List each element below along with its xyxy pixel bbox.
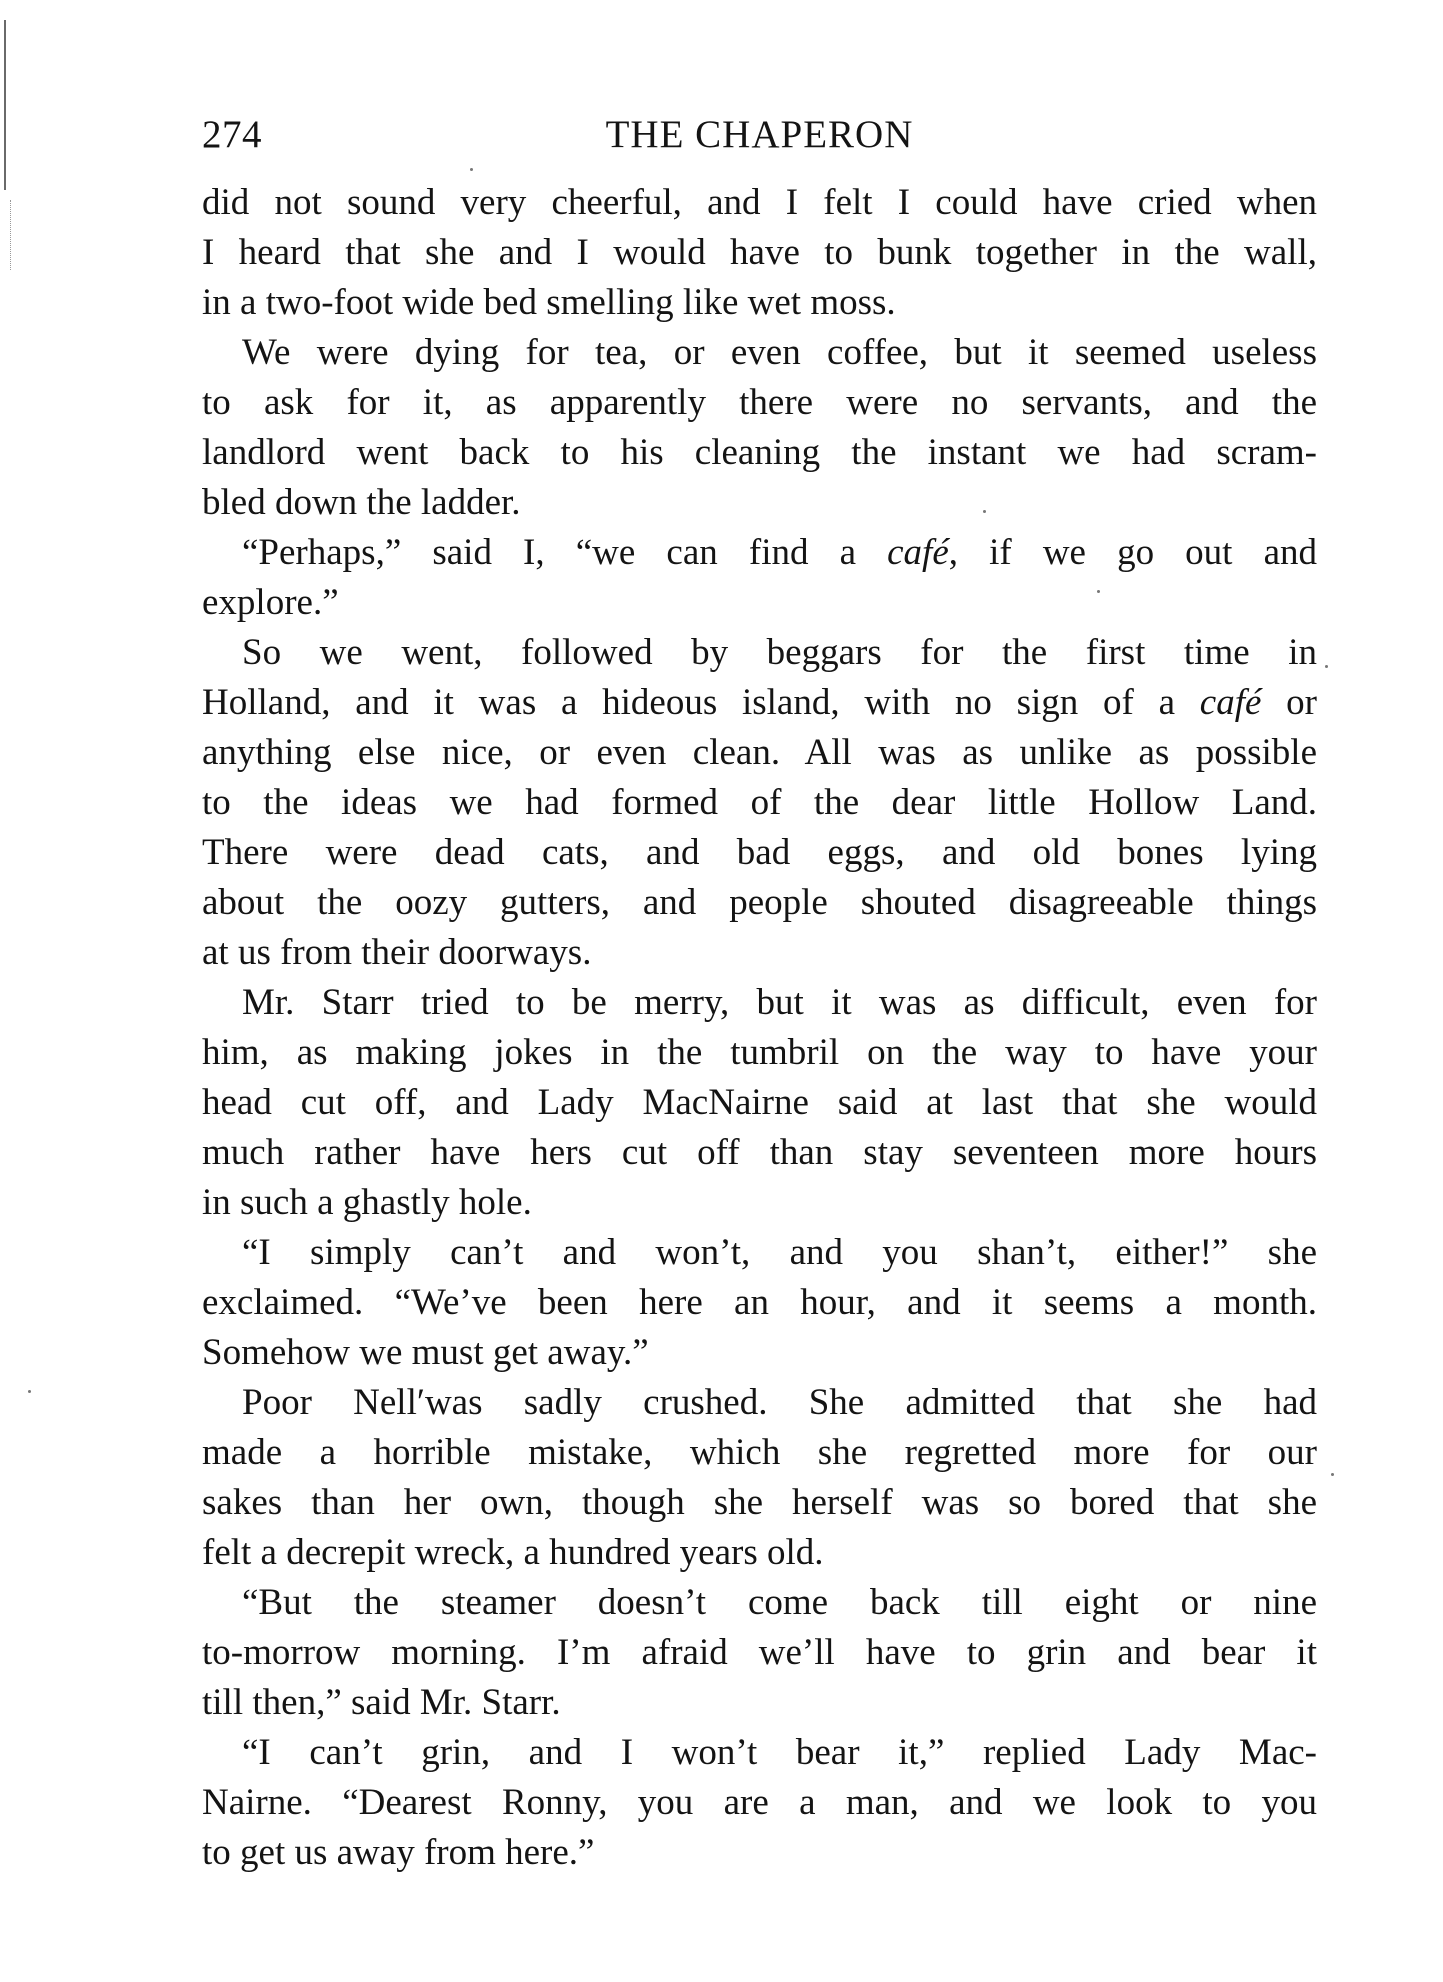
text-line: felt a decrepit wreck, a hundred years old.: [202, 1532, 824, 1573]
text-line: made a horrible mistake, which she regretted more for our: [202, 1432, 1317, 1473]
text-line: We were dying for tea, or even coffee, but it seemed useless: [242, 332, 1317, 373]
text-line: Nairne. “Dearest Ronny, you are a man, and we look to you: [202, 1782, 1317, 1823]
text-line: till then,” said Mr. Starr.: [202, 1682, 561, 1723]
text-line: at us from their doorways.: [202, 932, 592, 973]
text-line: in such a ghastly hole.: [202, 1182, 532, 1223]
text-line: to-morrow morning. I’m afraid we’ll have to grin and bear it: [202, 1632, 1317, 1673]
text-line: to get us away from here.”: [202, 1832, 595, 1873]
text-line: “Perhaps,” said I, “we can find a café, if we go out and: [242, 532, 1317, 573]
text-line: Mr. Starr tried to be merry, but it was as difficult, even for: [242, 982, 1317, 1023]
page-edge-marks: [10, 200, 12, 270]
text-line: in a two-foot wide bed smelling like wet moss.: [202, 282, 896, 323]
page-number: 274: [202, 113, 262, 156]
text-line: landlord went back to his cleaning the instant we had scram-: [202, 432, 1317, 473]
scan-speck: [28, 1390, 31, 1393]
text-line: Holland, and it was a hideous island, with no sign of a café or: [202, 682, 1317, 723]
body-text: [202, 178, 1317, 1878]
scan-speck: [1325, 665, 1328, 668]
text-line: I heard that she and I would have to bunk together in the wall,: [202, 232, 1317, 273]
text-line: bled down the ladder.: [202, 482, 521, 523]
page-edge-shadow: [4, 20, 6, 190]
running-head: THE CHAPERON: [605, 113, 914, 156]
text-line: to the ideas we had formed of the dear little Hollow Land.: [202, 782, 1317, 823]
text-line: So we went, followed by beggars for the first time in: [242, 632, 1317, 673]
text-line: explore.”: [202, 582, 339, 623]
text-line: much rather have hers cut off than stay seventeen more hours: [202, 1132, 1317, 1173]
text-line: Somehow we must get away.”: [202, 1332, 649, 1373]
text-line: head cut off, and Lady MacNairne said at last that she would: [202, 1082, 1317, 1123]
text-line: him, as making jokes in the tumbril on the way to have your: [202, 1032, 1317, 1073]
page-header: [202, 112, 1317, 172]
text-line: Poor Nell′was sadly crushed. She admitted that she had: [242, 1382, 1317, 1423]
text-line: There were dead cats, and bad eggs, and old bones lying: [202, 832, 1317, 873]
text-line: anything else nice, or even clean. All was as unlike as possible: [202, 732, 1317, 773]
scan-speck: [1097, 590, 1100, 593]
text-line: exclaimed. “We’ve been here an hour, and it seems a month.: [202, 1282, 1317, 1323]
text-line: did not sound very cheerful, and I felt I could have cried when: [202, 182, 1317, 223]
text-line: “I simply can’t and won’t, and you shan’t, either!” she: [242, 1232, 1317, 1273]
text-line: “I can’t grin, and I won’t bear it,” replied Lady Mac-: [242, 1732, 1317, 1773]
scan-speck: [470, 168, 473, 171]
text-line: about the oozy gutters, and people shouted disagreeable things: [202, 882, 1317, 923]
scan-speck: [1331, 1473, 1334, 1476]
text-line: to ask for it, as apparently there were no servants, and the: [202, 382, 1317, 423]
scan-speck: [983, 510, 986, 513]
text-line: sakes than her own, though she herself was so bored that she: [202, 1482, 1317, 1523]
text-line: “But the steamer doesn’t come back till eight or nine: [242, 1582, 1317, 1623]
